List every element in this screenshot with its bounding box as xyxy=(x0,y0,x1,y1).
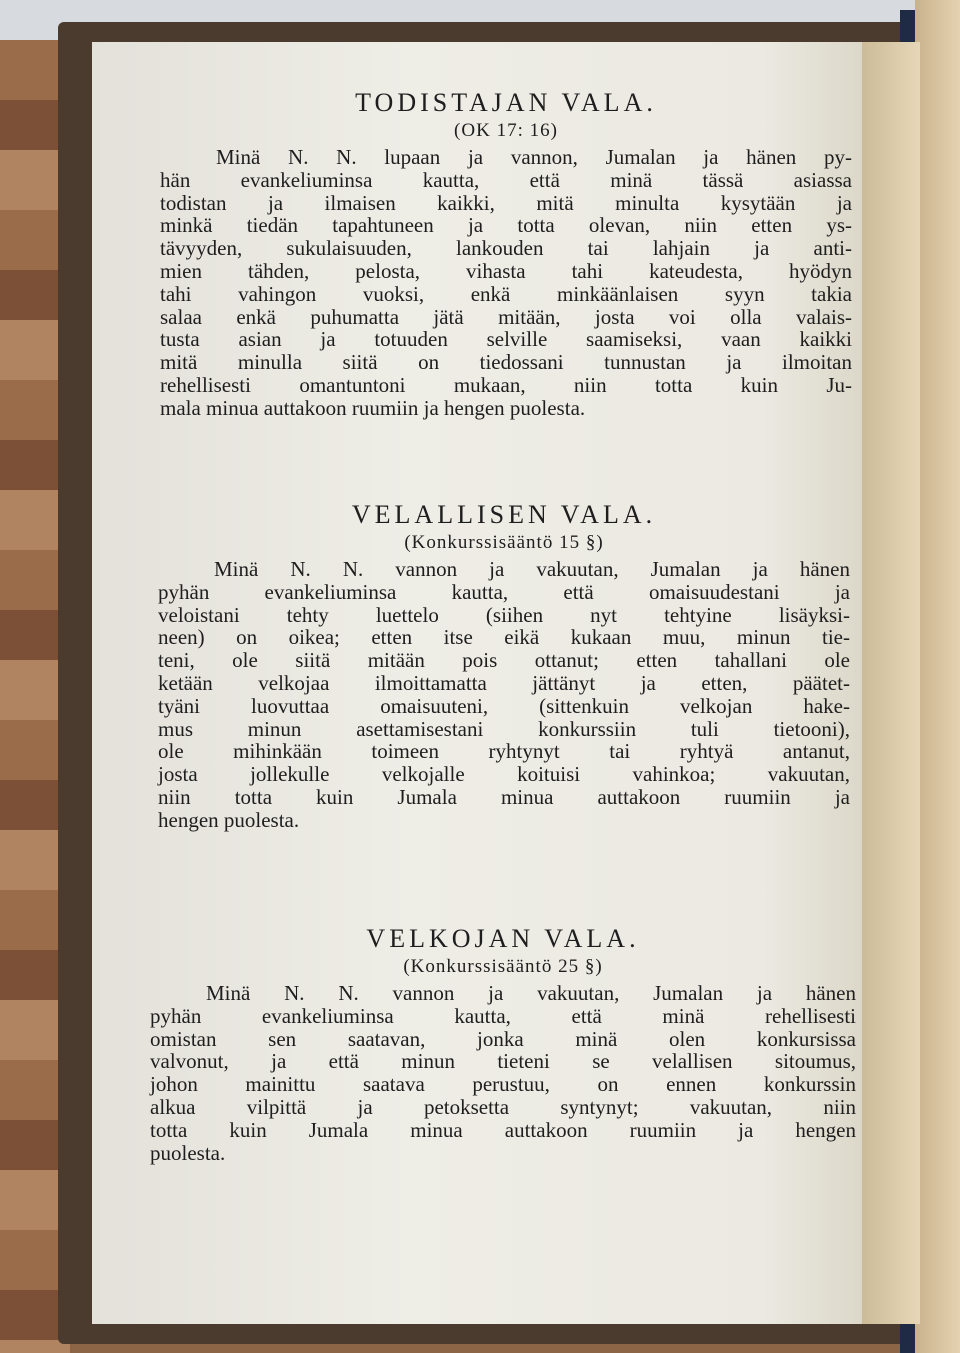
text-line: johon mainittu saatava perustuu, on ennen konkurssin xyxy=(150,1072,856,1097)
text-line: Minä N. N. vannon ja vakuutan, Jumalan ja hänen xyxy=(206,981,856,1005)
text-line: valvonut, ja että minun tieteni se velallisen sitoumus, xyxy=(150,1049,856,1074)
section-subtitle: (OK 17: 16) xyxy=(454,120,558,141)
text-line: Minä N. N. lupaan ja vannon, Jumalan ja hänen py- xyxy=(216,145,852,169)
section-subtitle: (Konkurssisääntö 25 §) xyxy=(403,956,603,977)
section-body xyxy=(150,982,856,1164)
text-line: neen) on oikea; etten itse eikä kukaan muu, minun tie- xyxy=(158,625,850,650)
page-gutter xyxy=(862,42,920,1324)
text-line: hän evankeliuminsa kautta, että minä tässä asiassa xyxy=(160,167,852,192)
text-line: ole mihinkään toimeen ryhtynyt tai ryhtyä antanut, xyxy=(158,739,850,764)
text-line: teni, ole siitä mitään pois ottanut; etten tahallani ole xyxy=(158,648,850,673)
text-line: veloistani tehty luettelo (siihen nyt tehtyine lisäyksi- xyxy=(158,602,850,627)
text-line: pyhän evankeliuminsa kautta, että omaisuudestani ja xyxy=(158,579,850,604)
text-line: tahi vahingon vuoksi, enkä minkäänlaisen syyn takia xyxy=(160,281,852,306)
text-line: omistan sen saatavan, jonka minä olen konkursissa xyxy=(150,1026,856,1051)
text-line: mien tähden, pelosta, vihasta tahi kateudesta, hyödyn xyxy=(160,258,852,283)
section-title: VELKOJAN VALA. xyxy=(366,924,640,953)
text-line: tävyyden, sukulaisuuden, lankouden tai lahjain ja anti- xyxy=(160,236,852,261)
section-body xyxy=(158,558,850,832)
text-line: puolesta. xyxy=(150,1140,226,1165)
section-title: TODISTAJAN VALA. xyxy=(355,88,657,117)
text-line: tusta asian ja totuuden selville saamiseksi, vaan kaikki xyxy=(160,327,852,352)
text-line: Minä N. N. vannon ja vakuutan, Jumalan ja hänen xyxy=(214,557,850,581)
text-line: totta kuin Jumala minua auttakoon ruumiin ja hengen xyxy=(150,1117,856,1142)
text-line: josta jollekulle velkojalle koituisi vahinkoa; vakuutan, xyxy=(158,762,850,787)
section-velallisen-vala xyxy=(158,500,850,832)
section-todistajan-vala xyxy=(160,88,852,420)
section-title: VELALLISEN VALA. xyxy=(351,500,657,529)
text-line: tyäni luovuttaa omaisuuteni, (sittenkuin velkojan hake- xyxy=(158,693,850,718)
section-subtitle: (Konkurssisääntö 15 §) xyxy=(404,532,604,553)
text-line: alkua vilpittä ja petoksetta syntynyt; vakuutan, niin xyxy=(150,1094,856,1119)
text-line: mus minun asettamisestani konkurssiin tuli tietooni), xyxy=(158,716,850,741)
text-line: ketään velkojaa ilmoittamatta jättänyt ja etten, päätet- xyxy=(158,670,850,695)
section-body xyxy=(160,146,852,420)
text-line: pyhän evankeliuminsa kautta, että minä rehellisesti xyxy=(150,1003,856,1028)
text-line: niin totta kuin Jumala minua auttakoon ruumiin ja xyxy=(158,784,850,809)
text-line: hengen puolesta. xyxy=(158,807,300,832)
section-velkojan-vala xyxy=(150,924,856,1164)
text-line: rehellisesti omantuntoni mukaan, niin totta kuin Ju- xyxy=(160,372,852,397)
page-edges xyxy=(915,0,960,1353)
text-line: mala minua auttakoon ruumiin ja hengen puolesta. xyxy=(160,395,586,420)
text-line: mitä minulla siitä on tiedossani tunnustan ja ilmoitan xyxy=(160,350,852,375)
text-line: minkä tiedän tapahtuneen ja totta olevan, niin etten ys- xyxy=(160,213,852,238)
text-line: todistan ja ilmaisen kaikki, mitä minulta kysytään ja xyxy=(160,190,852,215)
text-line: salaa enkä puhumatta jätä mitään, josta voi olla valais- xyxy=(160,304,852,329)
